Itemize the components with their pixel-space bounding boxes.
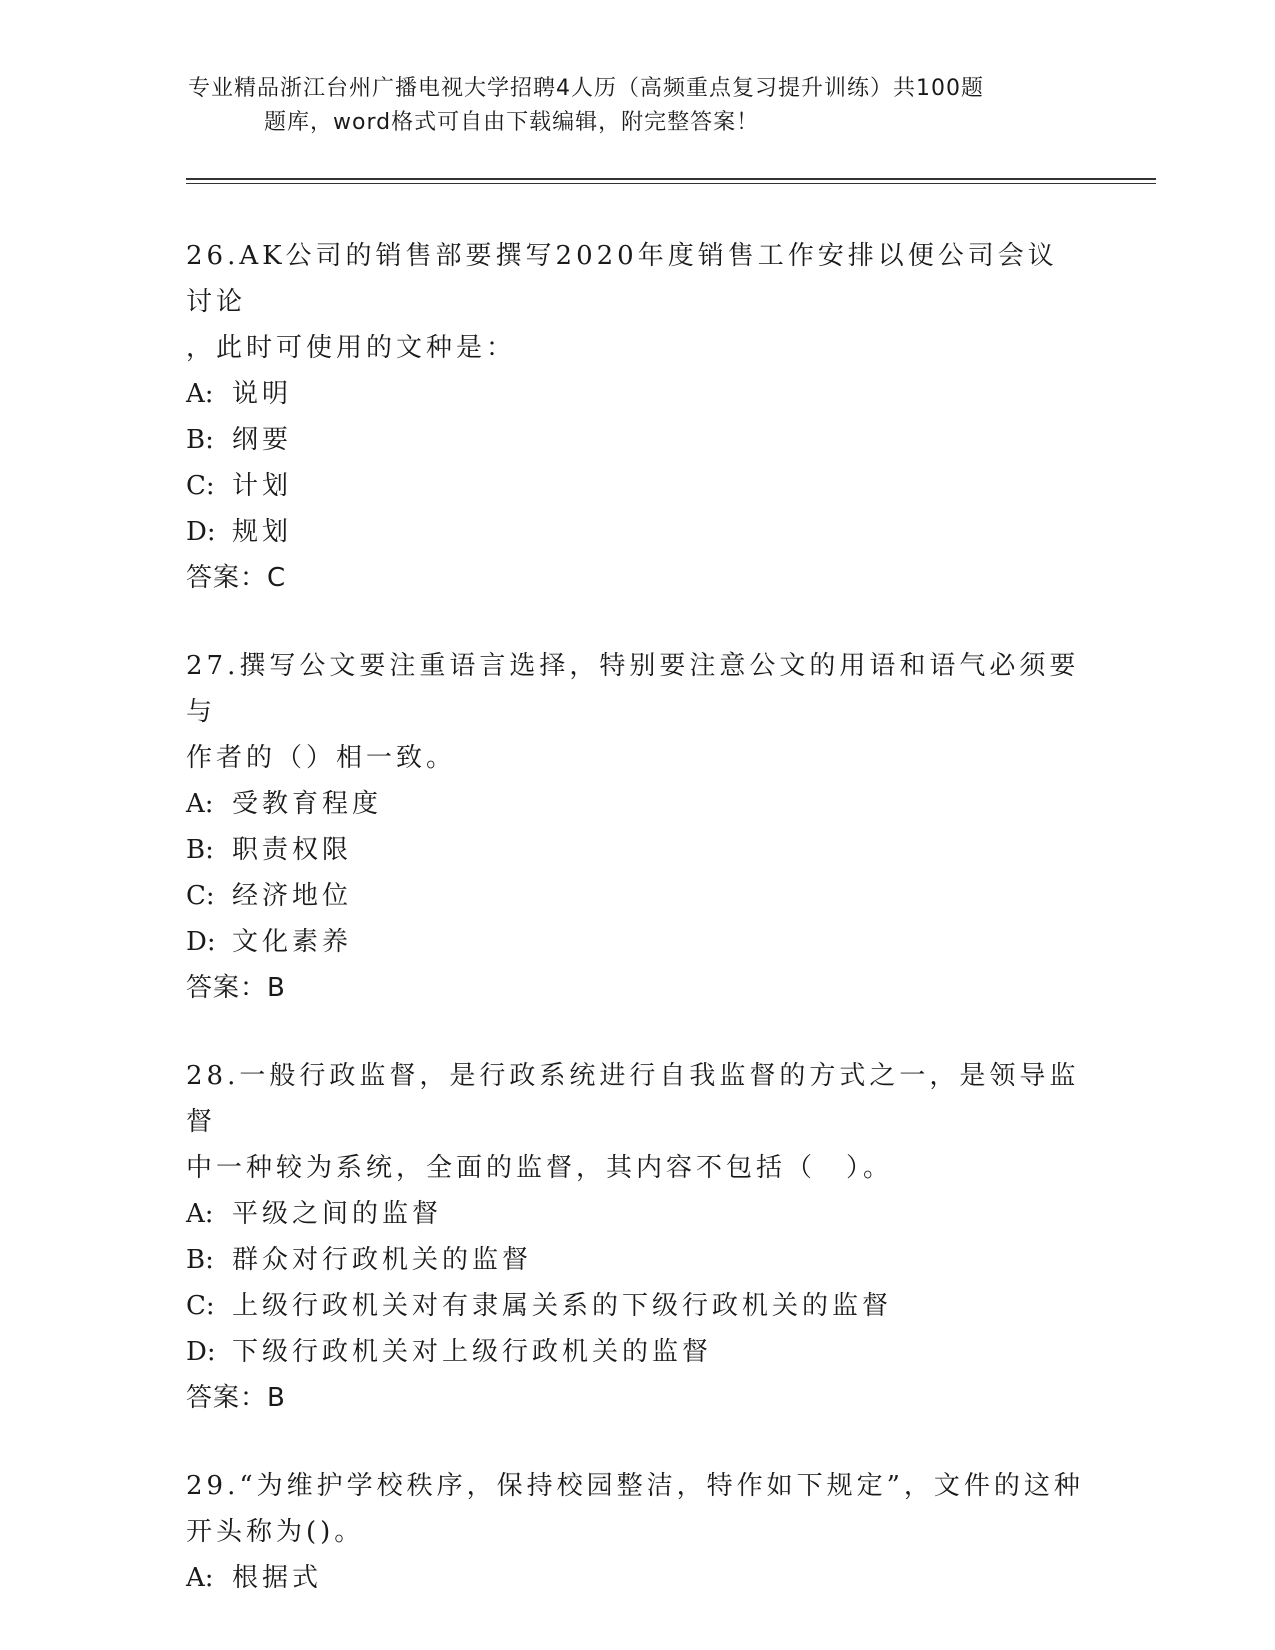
option-label: D: (186, 927, 216, 957)
option-a (186, 1555, 1086, 1601)
question-text-line2: 中一种较为系统，全面的监督，其内容不包括（ ）。 (186, 1153, 894, 1183)
option-text: 受教育程度 (232, 789, 383, 819)
option-text: 下级行政机关对上级行政机关的监督 (232, 1337, 713, 1367)
option-text: 说明 (232, 379, 293, 409)
option-label: D: (186, 517, 216, 547)
option-a (186, 781, 1086, 827)
question-29 (186, 1463, 1086, 1601)
option-text: 规划 (232, 517, 293, 547)
question-text-line1: 26.AK公司的销售部要撰写2020年度销售工作安排以便公司会议讨论 (186, 241, 1058, 317)
option-c (186, 1283, 1086, 1329)
option-d (186, 919, 1086, 965)
option-text: 文化素养 (232, 927, 353, 957)
option-a (186, 371, 1086, 417)
option-label: C: (186, 881, 215, 911)
question-28 (186, 1053, 1086, 1421)
question-26 (186, 233, 1086, 601)
option-label: B: (186, 835, 214, 865)
header-divider-thick (186, 178, 1156, 180)
option-text: 群众对行政机关的监督 (232, 1245, 533, 1275)
option-label: A: (186, 789, 214, 819)
option-b (186, 417, 1086, 463)
answer-line: 答案：B (186, 973, 286, 1003)
option-label: B: (186, 425, 214, 455)
question-text-line1: 27.撰写公文要注重语言选择，特别要注意公文的用语和语气必须要与 (186, 651, 1080, 727)
question-text-line2: 作者的（）相一致。 (186, 743, 457, 773)
option-label: A: (186, 1199, 214, 1229)
option-label: A: (186, 379, 214, 409)
option-c (186, 463, 1086, 509)
answer-line: 答案：C (186, 563, 287, 593)
header-title-line1: 专业精品浙江台州广播电视大学招聘4人历（高频重点复习提升训练）共100题 (188, 76, 984, 101)
option-text: 职责权限 (232, 835, 353, 865)
option-text: 计划 (232, 471, 293, 501)
option-text: 经济地位 (232, 881, 353, 911)
option-label: C: (186, 1291, 215, 1321)
question-text-line2: 开头称为()。 (186, 1517, 365, 1547)
question-text-line1: 28.一般行政监督，是行政系统进行自我监督的方式之一，是领导监督 (186, 1061, 1080, 1137)
header-title-line2: 题库，word格式可自由下载编辑，附完整答案！ (264, 110, 760, 135)
option-label: B: (186, 1245, 214, 1275)
question-27 (186, 643, 1086, 1011)
question-text-line1: 29.“为维护学校秩序，保持校园整洁，特作如下规定”，文件的这种 (186, 1471, 1084, 1501)
option-d (186, 1329, 1086, 1375)
option-label: A: (186, 1563, 214, 1593)
document-header (188, 72, 1068, 140)
option-b (186, 827, 1086, 873)
option-text: 根据式 (232, 1563, 323, 1593)
question-text-line2: ，此时可使用的文种是： (186, 333, 517, 363)
option-text: 平级之间的监督 (232, 1199, 443, 1229)
option-a (186, 1191, 1086, 1237)
answer-line: 答案：B (186, 1383, 286, 1413)
option-label: D: (186, 1337, 216, 1367)
option-text: 纲要 (232, 425, 293, 455)
option-d (186, 509, 1086, 555)
option-label: C: (186, 471, 215, 501)
option-b (186, 1237, 1086, 1283)
header-divider-thin (186, 183, 1156, 184)
option-text: 上级行政机关对有隶属关系的下级行政机关的监督 (232, 1291, 893, 1321)
option-c (186, 873, 1086, 919)
question-list (186, 233, 1086, 1643)
